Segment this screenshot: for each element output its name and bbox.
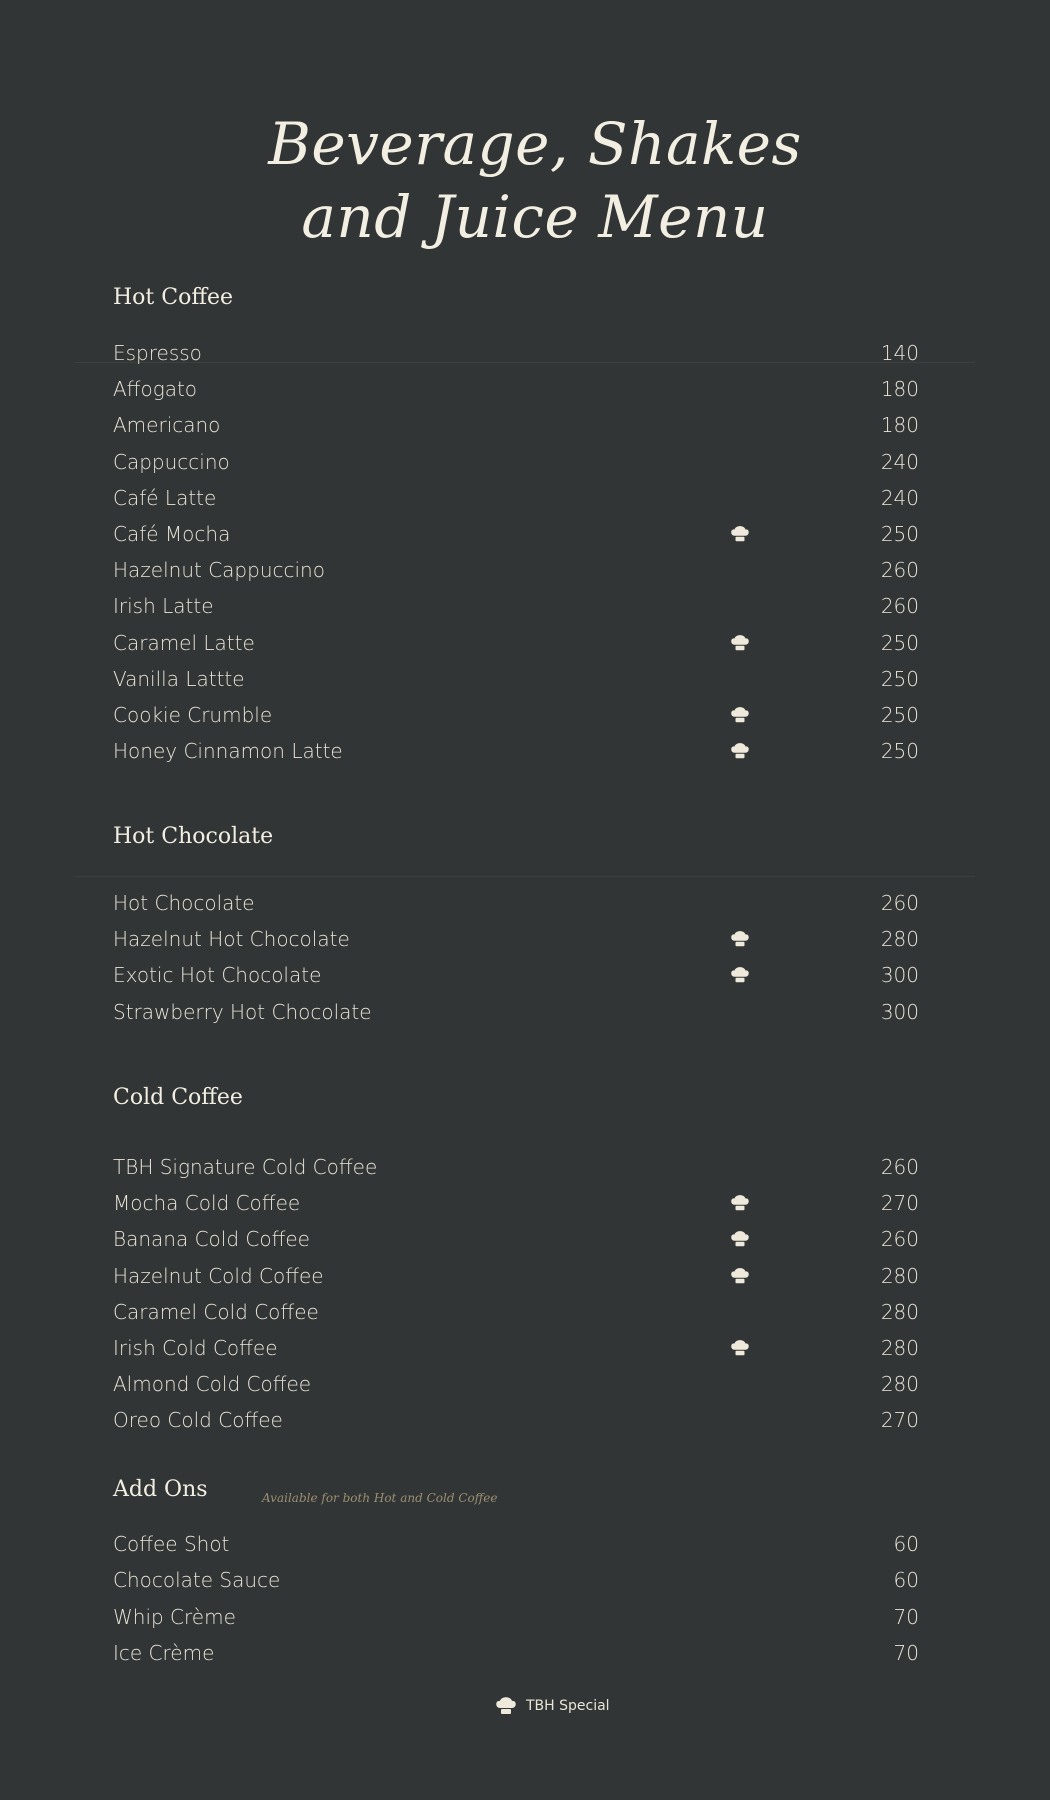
item-price: 250	[880, 522, 919, 546]
menu-item	[113, 664, 919, 694]
menu-item	[113, 628, 919, 658]
menu-item	[113, 700, 919, 730]
menu-item	[113, 1261, 919, 1291]
item-price: 250	[880, 739, 919, 764]
item-price: 180	[880, 413, 919, 438]
item-price: 260	[880, 1155, 919, 1179]
chef-hat-icon	[494, 1696, 518, 1716]
item-name: Hazelnut Hot Chocolate	[113, 927, 350, 952]
section-heading-label: Add Ons	[113, 1477, 208, 1502]
item-name: Café Latte	[113, 485, 217, 510]
chef-hat-icon	[728, 1230, 752, 1248]
menu-item	[113, 1333, 919, 1363]
section-heading: Hot Coffee	[113, 285, 234, 310]
menu-item	[113, 1369, 919, 1399]
item-price: 60	[893, 1532, 919, 1556]
item-price: 240	[880, 449, 919, 474]
chef-hat-icon	[728, 706, 752, 724]
menu-item	[113, 736, 919, 766]
menu-item	[113, 483, 919, 513]
item-price: 300	[880, 999, 919, 1024]
menu-item	[113, 591, 919, 621]
menu-item	[113, 1529, 919, 1559]
menu-title	[0, 108, 1050, 254]
item-price: 250	[880, 630, 919, 655]
menu-item	[113, 1602, 919, 1632]
item-name: Cookie Crumble	[113, 703, 273, 727]
item-name: Caramel Latte	[113, 630, 255, 655]
item-price: 60	[893, 1568, 919, 1593]
item-name: Vanilla Lattte	[113, 666, 245, 691]
item-price: 280	[880, 927, 919, 952]
section-note: Available for both Hot and Cold Coffee	[262, 1491, 498, 1505]
chef-hat-icon	[728, 525, 752, 543]
item-name: Hazelnut Cold Coffee	[113, 1263, 324, 1288]
item-name: Cappuccino	[113, 449, 230, 474]
menu-item	[113, 1188, 919, 1218]
menu-item	[113, 338, 919, 368]
menu-title-line-2: and Juice Menu	[301, 183, 769, 251]
menu-item	[113, 1405, 919, 1435]
item-name: TBH Signature Cold Coffee	[113, 1155, 378, 1179]
item-price: 300	[880, 963, 919, 988]
item-price: 250	[880, 703, 919, 727]
item-price: 270	[880, 1408, 919, 1433]
item-price: 70	[893, 1604, 919, 1629]
menu-title-line-1: Beverage, Shakes	[268, 110, 802, 178]
item-price: 270	[880, 1191, 919, 1216]
item-name: Whip Crème	[113, 1604, 236, 1629]
item-name: Honey Cinnamon Latte	[113, 739, 343, 764]
item-price: 260	[880, 558, 919, 583]
item-name: Strawberry Hot Chocolate	[113, 999, 372, 1024]
section-cold-coffee	[113, 1082, 919, 1433]
item-price: 250	[880, 666, 919, 691]
menu-item	[113, 960, 919, 990]
menu-item	[113, 1638, 919, 1668]
item-name: Exotic Hot Chocolate	[113, 963, 322, 988]
item-name: Americano	[113, 413, 221, 438]
item-name: Chocolate Sauce	[113, 1568, 281, 1593]
item-price: 280	[880, 1299, 919, 1324]
item-price: 240	[880, 485, 919, 510]
menu-item	[113, 888, 919, 918]
item-price: 280	[880, 1372, 919, 1397]
section-heading: Cold Coffee	[113, 1085, 243, 1110]
section-hot-chocolate	[113, 821, 919, 1024]
item-name: Irish Cold Coffee	[113, 1336, 278, 1360]
item-name: Banana Cold Coffee	[113, 1227, 310, 1252]
item-price: 260	[880, 594, 919, 619]
item-price: 140	[880, 341, 919, 365]
item-name: Irish Latte	[113, 594, 214, 619]
chef-hat-icon	[728, 966, 752, 984]
item-price: 70	[893, 1640, 919, 1665]
divider	[75, 876, 975, 877]
menu-item	[113, 1565, 919, 1595]
legend-label: TBH Special	[526, 1698, 610, 1714]
item-price: 280	[880, 1336, 919, 1360]
chef-hat-icon	[728, 930, 752, 948]
item-name: Hot Chocolate	[113, 891, 255, 915]
chef-hat-icon	[728, 742, 752, 760]
section-hot-coffee	[113, 282, 919, 764]
section-add-ons	[113, 1474, 919, 1665]
item-name: Affogato	[113, 377, 198, 402]
item-name: Almond Cold Coffee	[113, 1372, 312, 1397]
menu-item	[113, 1152, 919, 1182]
item-name: Hazelnut Cappuccino	[113, 558, 325, 583]
item-name: Mocha Cold Coffee	[113, 1191, 301, 1216]
item-name: Espresso	[113, 341, 202, 365]
item-price: 260	[880, 891, 919, 915]
menu-item	[113, 447, 919, 477]
chef-hat-icon	[728, 1339, 752, 1357]
menu-item	[113, 924, 919, 954]
item-name: Ice Crème	[113, 1640, 215, 1665]
item-price: 180	[880, 377, 919, 402]
section-heading: Hot Chocolate	[113, 824, 274, 849]
chef-hat-icon	[728, 634, 752, 652]
item-name: Oreo Cold Coffee	[113, 1408, 283, 1433]
chef-hat-icon	[728, 1194, 752, 1212]
chef-hat-icon	[728, 1267, 752, 1285]
section-heading	[113, 1474, 919, 1506]
item-name: Caramel Cold Coffee	[113, 1299, 319, 1324]
item-price: 280	[880, 1263, 919, 1288]
menu-item	[113, 1297, 919, 1327]
menu-item	[113, 519, 919, 549]
menu-item	[113, 410, 919, 440]
item-price: 260	[880, 1227, 919, 1252]
item-name: Coffee Shot	[113, 1532, 230, 1556]
menu-item	[113, 555, 919, 585]
menu-item	[113, 374, 919, 404]
menu-item	[113, 1224, 919, 1254]
item-name: Café Mocha	[113, 522, 231, 546]
menu-item	[113, 997, 919, 1027]
